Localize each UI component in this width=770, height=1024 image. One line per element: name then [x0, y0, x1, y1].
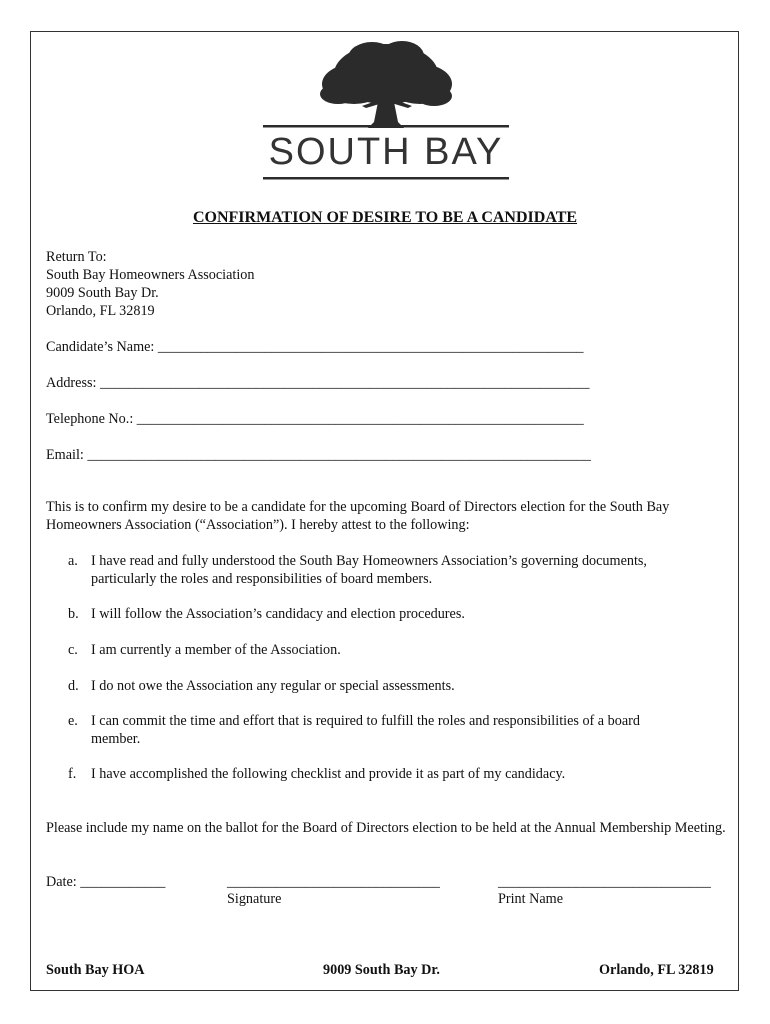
- closing-paragraph: Please include my name on the ballot for the Board of Directors election to be held at the Annual Membership Meeting.: [46, 820, 726, 836]
- footer-city: Orlando, FL 32819: [599, 962, 714, 978]
- item-text: I will follow the Association’s candidacy and election procedures.: [91, 606, 465, 622]
- item-letter: a.: [68, 553, 78, 569]
- return-org: South Bay Homeowners Association: [46, 267, 255, 283]
- logo-wordmark: SOUTH BAY: [268, 131, 504, 173]
- item-text: I do not owe the Association any regular or special assessments.: [91, 678, 455, 694]
- telephone-field[interactable]: Telephone No.: _______________________________________________________________: [46, 411, 584, 427]
- candidate-name-field[interactable]: Candidate’s Name: ____________________________________________________________: [46, 339, 584, 355]
- print-name-label: Print Name: [498, 891, 564, 907]
- date-field[interactable]: Date: ____________: [46, 874, 166, 890]
- print-name-line[interactable]: ______________________________: [498, 874, 711, 890]
- item-text: I can commit the time and effort that is required to fulfill the roles and responsibilities of a board member.: [91, 713, 640, 747]
- item-letter: f.: [68, 766, 77, 782]
- footer-street: 9009 South Bay Dr.: [323, 962, 440, 978]
- item-letter: e.: [68, 713, 78, 729]
- item-letter: b.: [68, 606, 79, 622]
- return-to-label: Return To:: [46, 249, 107, 265]
- item-letter: d.: [68, 678, 79, 694]
- item-text: I have accomplished the following checklist and provide it as part of my candidacy.: [91, 766, 566, 782]
- item-letter: c.: [68, 642, 78, 658]
- signature-label: Signature: [227, 891, 282, 907]
- footer-org: South Bay HOA: [46, 962, 145, 978]
- item-text: I have read and fully understood the South Bay Homeowners Association’s governing documents, particularly the roles and responsibilities of board members.: [91, 553, 647, 587]
- email-field[interactable]: Email: _______________________________________________________________________: [46, 447, 592, 463]
- address-field[interactable]: Address: _____________________________________________________________________: [46, 375, 590, 391]
- return-street: 9009 South Bay Dr.: [46, 285, 159, 301]
- signature-line[interactable]: ______________________________: [227, 874, 440, 890]
- form-title: CONFIRMATION OF DESIRE TO BE A CANDIDATE: [192, 209, 578, 226]
- return-city: Orlando, FL 32819: [46, 303, 155, 319]
- intro-paragraph: This is to confirm my desire to be a candidate for the upcoming Board of Directors election for the South Bay Homeowners Association (“Association”). I hereby attest to the following:: [46, 499, 670, 533]
- item-text: I am currently a member of the Association.: [91, 642, 341, 658]
